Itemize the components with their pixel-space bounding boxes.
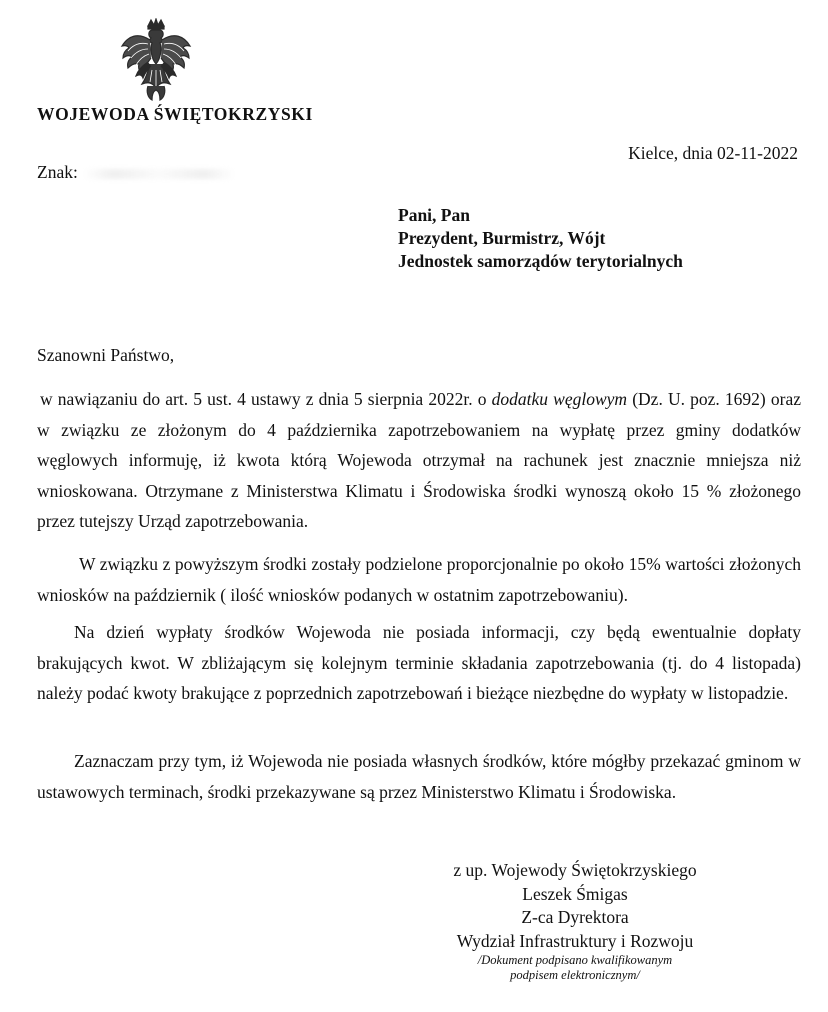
redacted-reference (84, 169, 234, 179)
paragraph-1-rest: (Dz. U. poz. 1692) oraz w związku ze złożonym do 4 października zapotrzebowaniem na wypłatę przez gminy dodatków węglowych informuję, iż kwota którą Wojewoda otrzymał na rachunek jest znacznie mniejsza niż wnioskowana. Otrzymane z Ministerstwa Klimatu i Środowiska środki wynoszą około 15 % złożonego przez tutejszy Urząd zapotrzebowania. (37, 389, 802, 531)
paragraph-1 (37, 384, 801, 537)
reference-number (37, 162, 234, 183)
act-title: dodatku węglowym (491, 389, 628, 409)
recipient-line: Pani, Pan (398, 205, 470, 225)
letter-date: Kielce, dnia 02-11-2022 (628, 143, 798, 163)
recipient-line: Prezydent, Burmistrz, Wójt (398, 228, 606, 248)
recipient-block (398, 204, 683, 273)
signature-block (430, 859, 720, 983)
paragraph-1-start: w nawiązaniu do art. 5 ust. 4 ustawy z dnia 5 sierpnia 2022r. o (40, 389, 492, 409)
signatory-name: Leszek Śmigas (522, 883, 628, 904)
paragraph-4: Zaznaczam przy tym, iż Wojewoda nie posiada własnych środków, które mógłby przekazać gminom w ustawowych terminach, środki przekazywane są przez Ministerstwo Klimatu i Środowiska. (37, 751, 801, 802)
issuing-authority: WOJEWODA ŚWIĘTOKRZYSKI (37, 104, 313, 124)
e-signature-note: podpisem elektronicznym/ (510, 968, 640, 982)
signatory-department: Wydział Infrastruktury i Rozwoju (456, 930, 694, 951)
recipient-line: Jednostek samorządów terytorialnych (398, 251, 683, 271)
e-signature-note: /Dokument podpisano kwalifikowanym (477, 953, 673, 967)
paragraph-2: W związku z powyższym środki zostały podzielone proporcjonalnie po około 15% wartości złożonych wniosków na październik ( ilość wniosków podanych w ostatnim zapotrzebowaniu). (37, 554, 801, 605)
salutation: Szanowni Państwo, (37, 345, 175, 365)
reference-label: Znak: (37, 162, 78, 182)
signature-line: z up. Wojewody Świętokrzyskiego (453, 860, 697, 880)
signatory-position: Z-ca Dyrektora (521, 907, 629, 927)
eagle-emblem-icon (118, 18, 194, 102)
paragraph-3: Na dzień wypłaty środków Wojewoda nie posiada informacji, czy będą ewentualnie dopłaty brakujących kwot. W zbliżającym się kolejnym terminie składania zapotrzebowania (tj. do 4 listopada) należy podać kwoty brakujące z poprzednich zapotrzebowań i bieżące niezbędne do wypłaty w listopadzie. (37, 622, 801, 703)
